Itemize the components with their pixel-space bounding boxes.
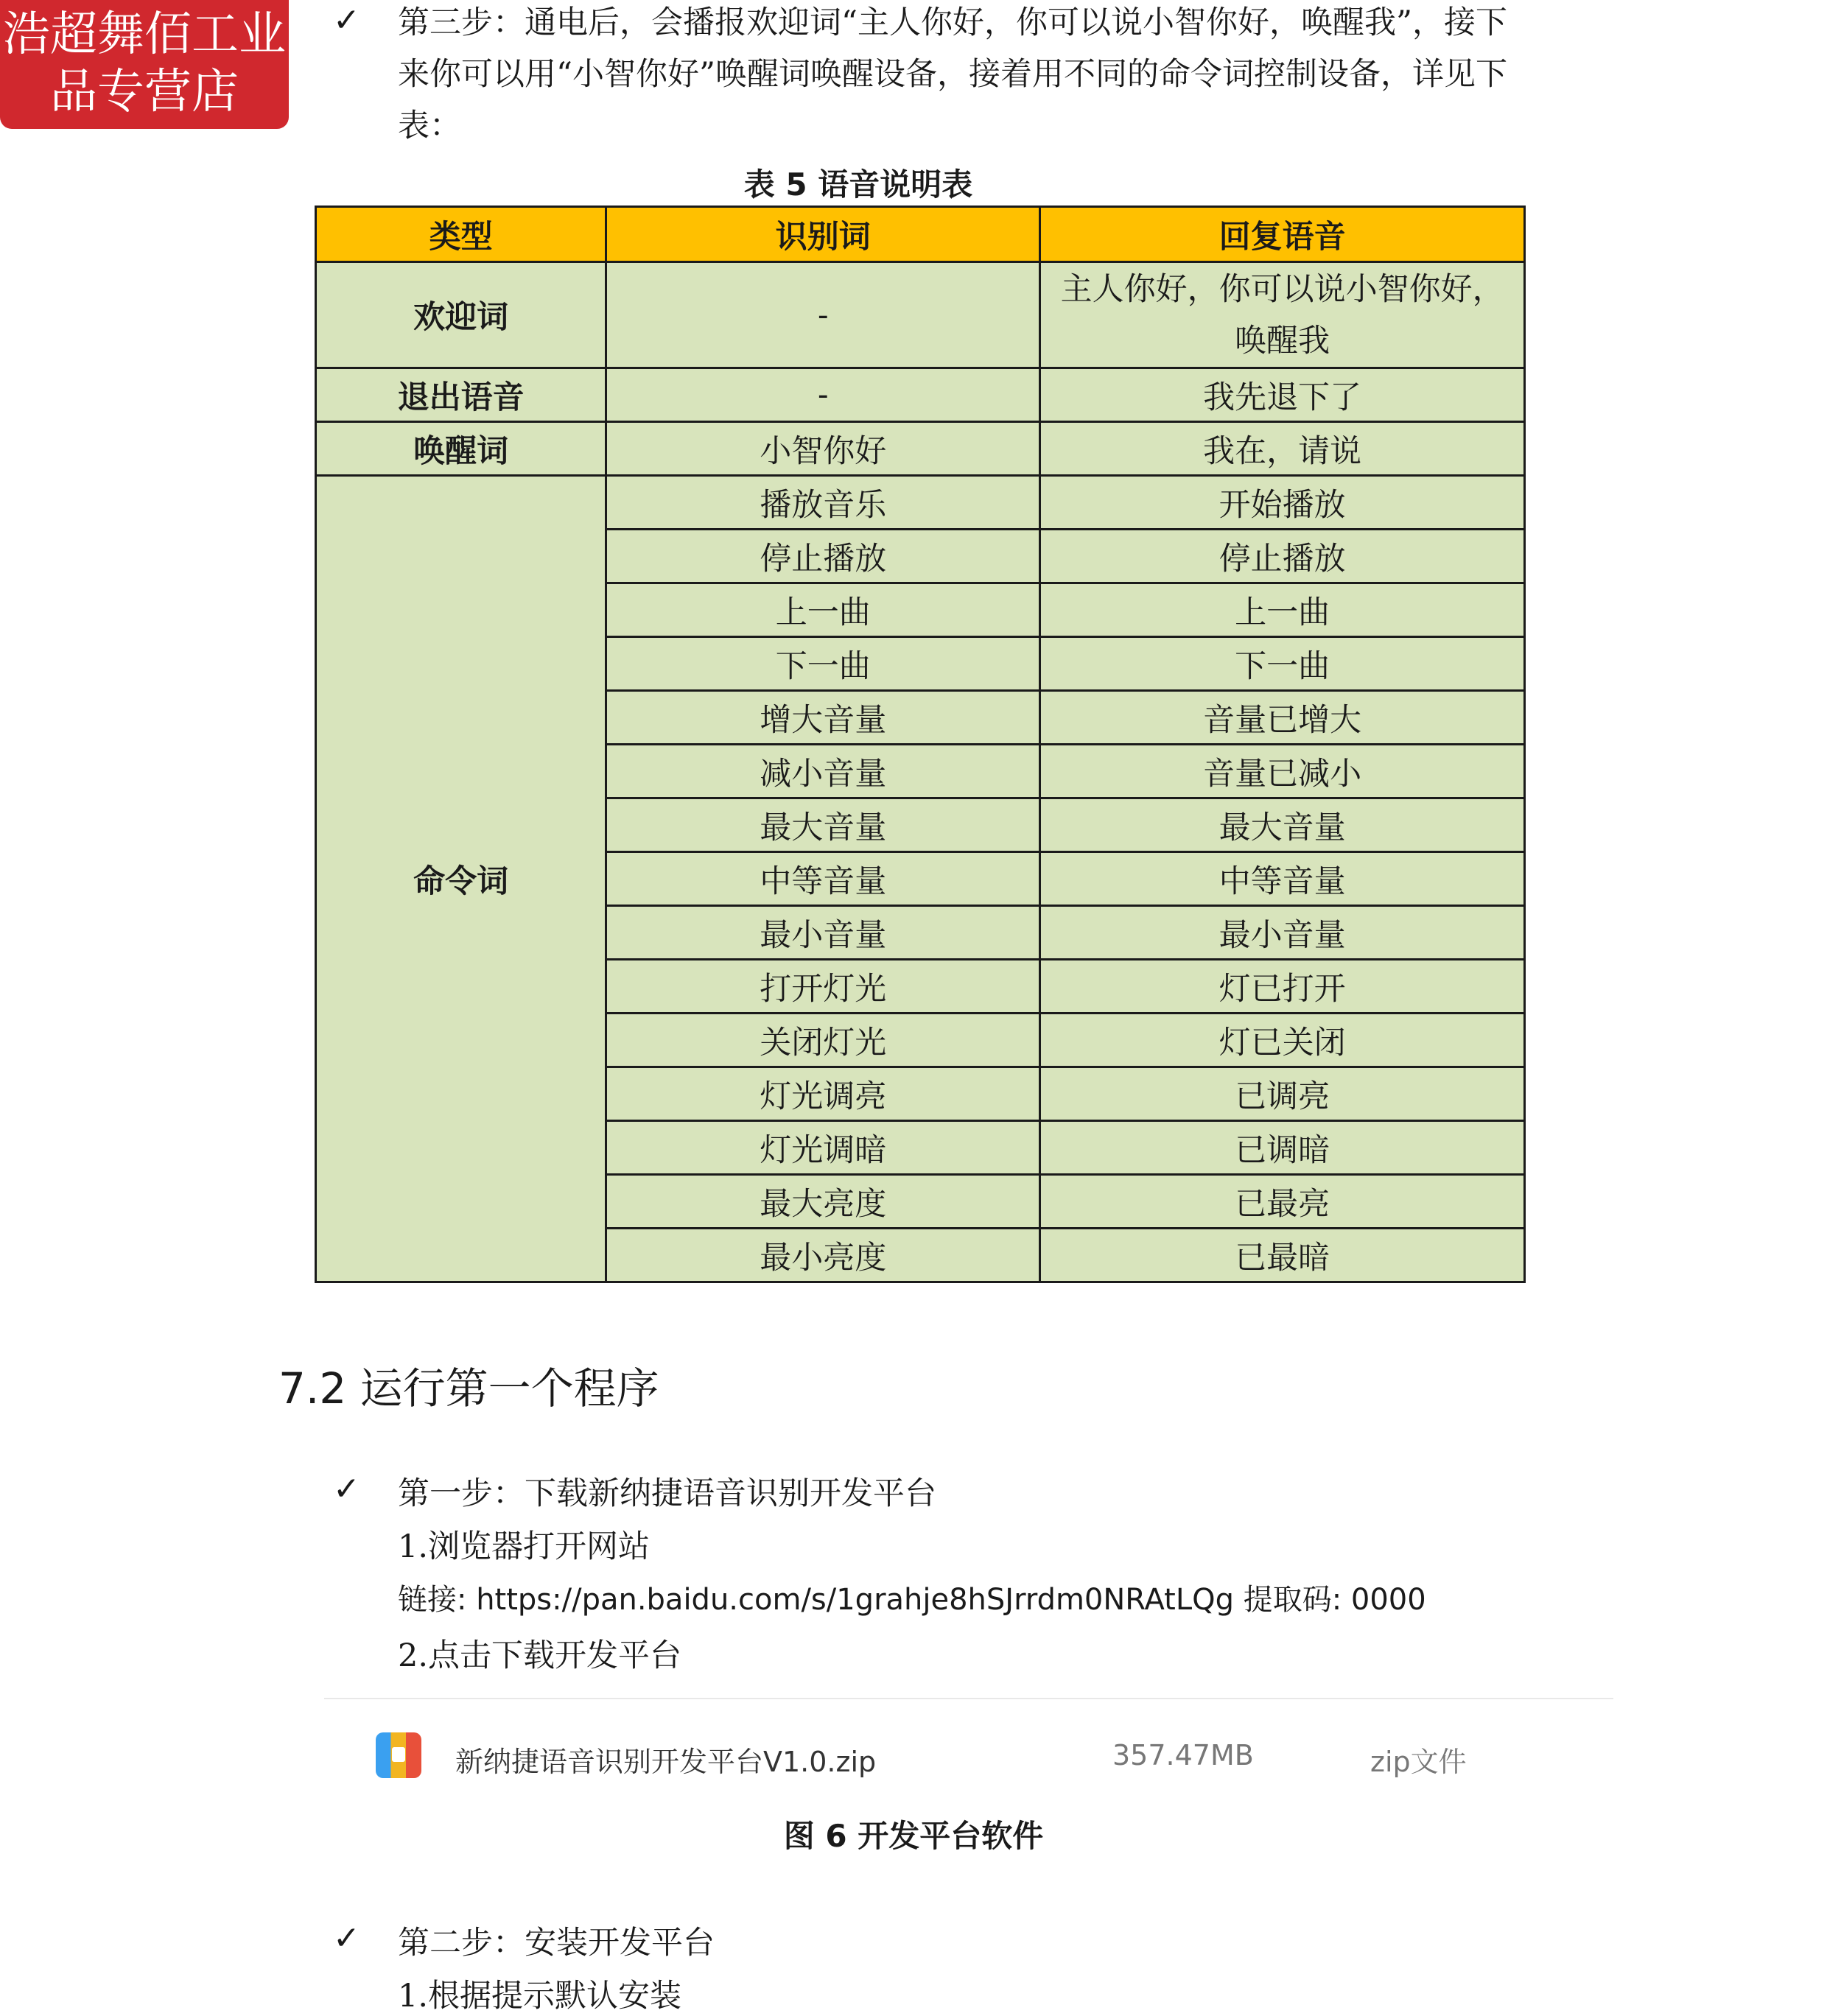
reply-cell: 已调暗 <box>1040 1121 1525 1175</box>
type-cell: 唤醒词 <box>316 422 606 476</box>
word-cell: 打开灯光 <box>606 960 1040 1014</box>
zip-file-icon <box>376 1732 421 1778</box>
step2-item-1: 1.根据提示默认安装 <box>398 1978 682 2015</box>
word-cell: - <box>606 368 1040 422</box>
header-reply: 回复语音 <box>1040 207 1525 262</box>
step1-title: 第一步：下载新纳捷语音识别开发平台 <box>398 1475 936 1512</box>
word-cell: 最大亮度 <box>606 1175 1040 1229</box>
reply-cell: 灯已打开 <box>1040 960 1525 1014</box>
reply-cell: 停止播放 <box>1040 530 1525 583</box>
reply-cell: 最大音量 <box>1040 798 1525 852</box>
type-cell: 命令词 <box>316 476 606 1282</box>
reply-cell: 灯已关闭 <box>1040 1014 1525 1067</box>
reply-line: 唤醒我 <box>1235 322 1330 359</box>
reply-line: 主人你好，你可以说小智你好， <box>1060 270 1504 308</box>
word-cell: 增大音量 <box>606 691 1040 745</box>
type-cell: 退出语音 <box>316 368 606 422</box>
reply-cell: 我在，请说 <box>1040 422 1525 476</box>
section-title: 7.2 运行第一个程序 <box>278 1363 659 1413</box>
header-word: 识别词 <box>606 207 1040 262</box>
table-row <box>316 262 1525 368</box>
table-header-row <box>316 207 1525 262</box>
reply-cell <box>1040 262 1525 368</box>
reply-cell: 已最亮 <box>1040 1175 1525 1229</box>
file-size: 357.47MB <box>1112 1739 1254 1771</box>
table-row <box>316 422 1525 476</box>
reply-cell: 中等音量 <box>1040 852 1525 906</box>
word-cell: 灯光调亮 <box>606 1067 1040 1121</box>
word-cell: 最大音量 <box>606 798 1040 852</box>
store-badge <box>0 0 289 129</box>
checkmark-icon: ✓ <box>333 1920 360 1957</box>
word-cell: 中等音量 <box>606 852 1040 906</box>
word-cell: 灯光调暗 <box>606 1121 1040 1175</box>
word-cell: 上一曲 <box>606 583 1040 637</box>
step1-item-2: 2.点击下载开发平台 <box>398 1637 682 1674</box>
table-row <box>316 368 1525 422</box>
reply-cell: 音量已减小 <box>1040 745 1525 798</box>
file-row[interactable] <box>324 1698 1613 1810</box>
step3-line-3: 表： <box>398 108 461 144</box>
word-cell: 小智你好 <box>606 422 1040 476</box>
reply-cell: 最小音量 <box>1040 906 1525 960</box>
file-name[interactable]: 新纳捷语音识别开发平台V1.0.zip <box>455 1746 877 1778</box>
reply-cell: 开始播放 <box>1040 476 1525 530</box>
checkmark-icon: ✓ <box>333 1470 360 1508</box>
file-type: zip文件 <box>1370 1746 1467 1778</box>
word-cell: 最小亮度 <box>606 1229 1040 1282</box>
table-row <box>316 476 1525 530</box>
checkmark-icon: ✓ <box>333 1 360 39</box>
header-type: 类型 <box>316 207 606 262</box>
figure-caption: 图 6 开发平台软件 <box>783 1818 1044 1854</box>
step2-title: 第二步：安装开发平台 <box>398 1925 715 1961</box>
voice-table <box>315 206 1526 1283</box>
reply-cell: 上一曲 <box>1040 583 1525 637</box>
badge-line-2: 品专营店 <box>50 65 239 119</box>
step3-line-1: 第三步：通电后，会播报欢迎词“主人你好，你可以说小智你好，唤醒我”，接下 <box>398 4 1507 41</box>
reply-cell: 已最暗 <box>1040 1229 1525 1282</box>
word-cell: 减小音量 <box>606 745 1040 798</box>
reply-cell: 音量已增大 <box>1040 691 1525 745</box>
reply-cell: 我先退下了 <box>1040 368 1525 422</box>
word-cell: 下一曲 <box>606 637 1040 691</box>
word-cell: - <box>606 262 1040 368</box>
step3-line-2: 来你可以用“小智你好”唤醒词唤醒设备，接着用不同的命令词控制设备，详见下 <box>398 56 1507 93</box>
reply-cell: 已调亮 <box>1040 1067 1525 1121</box>
reply-cell: 下一曲 <box>1040 637 1525 691</box>
table-caption: 表 5 语音说明表 <box>743 166 973 203</box>
step1-item-1: 1.浏览器打开网站 <box>398 1528 651 1565</box>
step3-paragraph <box>398 0 1507 152</box>
word-cell: 最小音量 <box>606 906 1040 960</box>
type-cell: 欢迎词 <box>316 262 606 368</box>
word-cell: 停止播放 <box>606 530 1040 583</box>
word-cell: 关闭灯光 <box>606 1014 1040 1067</box>
download-link[interactable]: 链接: https://pan.baidu.com/s/1grahje8hSJrrdm0NRAtLQg 提取码: 0000 <box>398 1583 1426 1617</box>
badge-line-1: 浩超舞佰工业 <box>3 7 286 62</box>
word-cell: 播放音乐 <box>606 476 1040 530</box>
